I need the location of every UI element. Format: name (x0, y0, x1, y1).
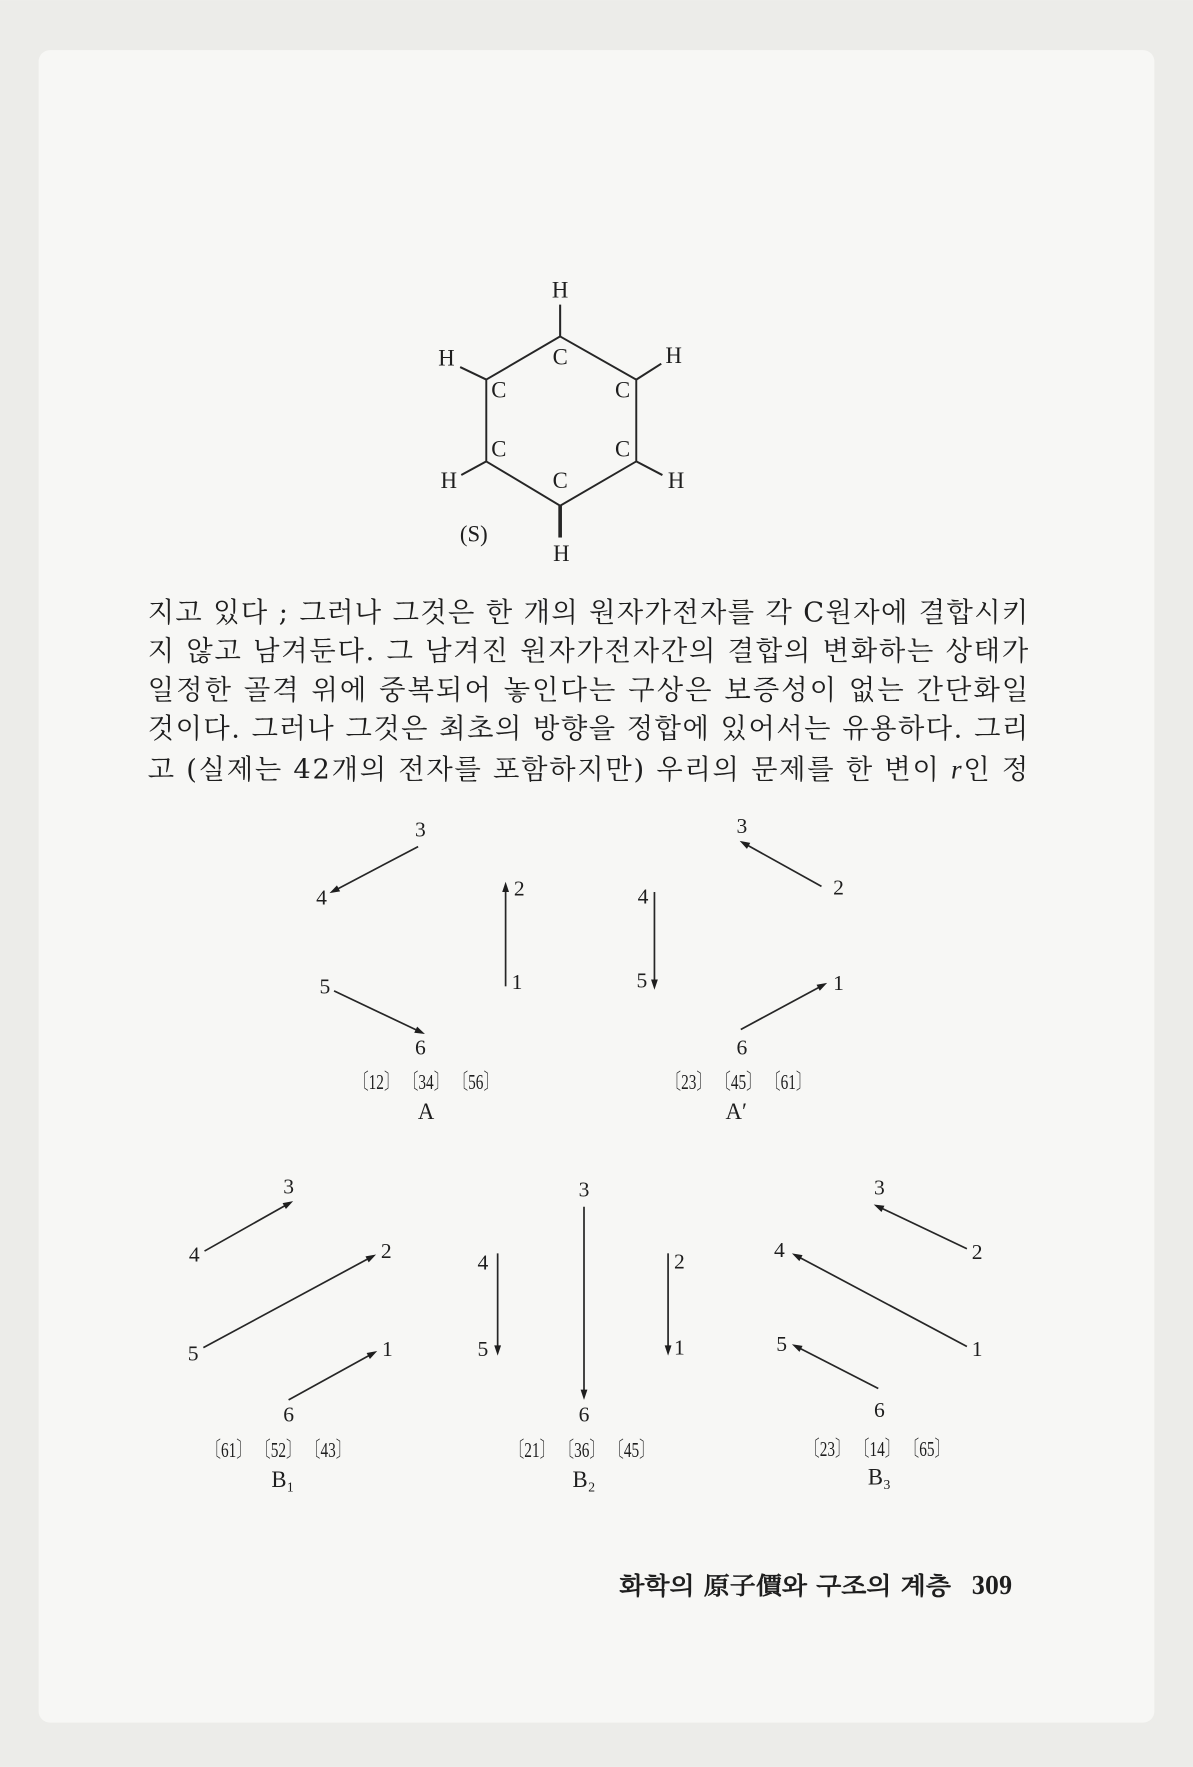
node-label-4: 4 (477, 1250, 489, 1275)
carbon-label: C (615, 377, 631, 403)
diagram-name: B₂ (572, 1466, 596, 1492)
hydrogen-label: H (438, 345, 455, 371)
structure-label: (S) (459, 521, 488, 547)
hydrogen-label: H (667, 468, 685, 494)
node-label-3: 3 (874, 1175, 885, 1200)
node-label-6: 6 (414, 1035, 426, 1060)
node-label-5: 5 (776, 1332, 788, 1357)
node-label-4: 4 (316, 885, 327, 910)
paragraph-line-text: 인 정 (963, 754, 1029, 786)
node-label-2: 2 (513, 876, 525, 901)
node-label-6: 6 (283, 1402, 294, 1427)
carbon-label: C (552, 344, 568, 370)
hydrogen-label: H (665, 343, 682, 369)
node-label-3: 3 (578, 1177, 590, 1202)
diagram-name: A′ (725, 1098, 747, 1124)
node-label-2: 2 (833, 875, 844, 900)
node-label-1: 1 (971, 1336, 983, 1361)
paragraph-line (148, 754, 1029, 785)
bond-pairs-label: 〔23〕 〔14〕 〔65〕 (804, 1436, 950, 1461)
paragraph-line: 일정한 골격 위에 중복되어 놓인다는 구상은 보증성이 없는 간단화일 (147, 674, 1029, 706)
node-label-3: 3 (736, 814, 748, 839)
bond-pairs-label: 〔21〕 〔36〕 〔45〕 (509, 1437, 655, 1462)
paragraph-line: 지 않고 남겨둔다. 그 남겨진 원자가전자간의 결합의 변화하는 상태가 (147, 636, 1029, 668)
bond-pairs-label: 〔23〕 〔45〕 〔61〕 (665, 1069, 812, 1094)
carbon-label: C (491, 436, 507, 462)
node-label-6: 6 (874, 1398, 885, 1423)
hydrogen-label: H (440, 468, 458, 494)
node-label-1: 1 (511, 969, 523, 994)
variable-r: r (951, 754, 962, 785)
bond-pairs-label: 〔61〕 〔52〕 〔43〕 (205, 1437, 352, 1462)
node-label-5: 5 (319, 974, 331, 999)
carbon-label: C (552, 468, 568, 494)
node-label-6: 6 (736, 1035, 748, 1060)
paragraph-line-text: 고 (실제는 42개의 전자를 포함하지만) 우리의 문제를 한 변이 (147, 754, 950, 786)
node-label-4: 4 (774, 1237, 785, 1262)
node-label-4: 4 (188, 1242, 200, 1267)
node-label-2: 2 (674, 1249, 685, 1274)
paragraph-line: 것이다. 그러나 그것은 최초의 방향을 정합에 있어서는 유용하다. 그리 (147, 713, 1029, 745)
body-paragraph (148, 598, 1029, 786)
diagram-name: B₁ (271, 1466, 295, 1492)
page-sheet (39, 50, 1155, 1722)
running-title: 화학의 原子價와 구조의 계층 (619, 1572, 951, 1601)
node-label-3: 3 (283, 1174, 294, 1199)
node-label-3: 3 (414, 817, 426, 842)
node-label-5: 5 (477, 1336, 489, 1361)
node-label-5: 5 (187, 1341, 199, 1366)
node-label-1: 1 (833, 970, 844, 995)
node-label-2: 2 (380, 1239, 392, 1264)
diagram-name: A (417, 1098, 435, 1124)
hydrogen-label: H (553, 540, 570, 566)
diagram-name: B₃ (867, 1464, 891, 1490)
page-number: 309 (971, 1572, 1013, 1601)
node-label-4: 4 (637, 884, 649, 909)
bond-pairs-label: 〔12〕 〔34〕 〔56〕 (353, 1069, 499, 1094)
node-label-1: 1 (674, 1335, 685, 1360)
node-label-6: 6 (578, 1402, 590, 1427)
hydrogen-label: H (551, 277, 569, 303)
carbon-label: C (491, 377, 507, 403)
node-label-2: 2 (971, 1240, 983, 1265)
carbon-label: C (615, 436, 631, 462)
paragraph-line: 지고 있다 ; 그러나 그것은 한 개의 원자가전자를 각 C원자에 결합시키 (147, 597, 1029, 629)
node-label-5: 5 (636, 968, 648, 993)
node-label-1: 1 (382, 1336, 393, 1361)
